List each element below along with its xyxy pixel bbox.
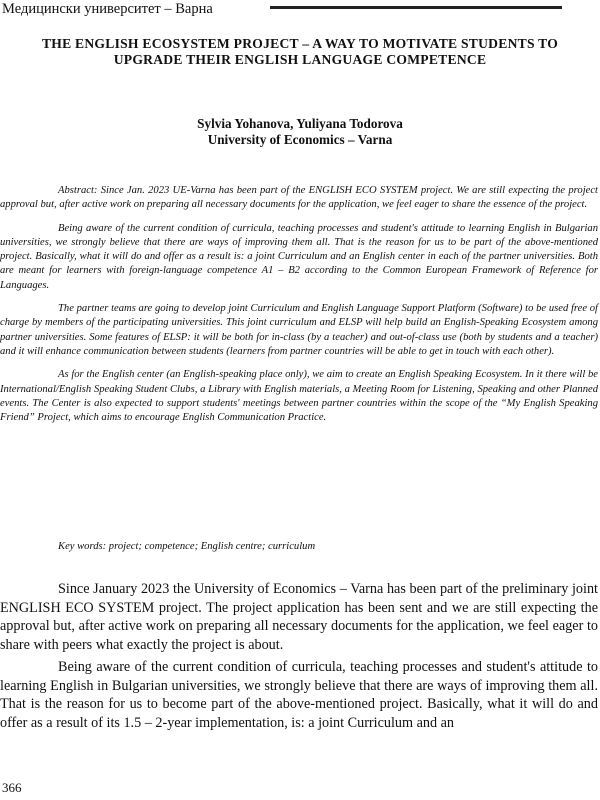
running-head-text: Медицински университет – Варна — [2, 1, 213, 17]
running-head — [0, 0, 600, 20]
affiliation: University of Economics – Varna — [207, 132, 393, 147]
body-paragraph-1: Since January 2023 the University of Economics – Varna has been part of the preliminary joint ENGLISH ECO SYSTEM project. The project application has been sent and we are still expecting the approval but, after active work on preparing all necessary documents for the application, we feel eager to share with peers what exactly the project is about. — [0, 581, 598, 653]
abstract-paragraph-1 — [0, 184, 598, 213]
authors: Sylvia Yohanova, Yuliyana Todorova — [197, 116, 403, 131]
abstract-paragraph-2: Being aware of the current condition of curricula, teaching processes and student's attitude to learning English in Bulgarian universities, we strongly believe that there are ways of improving them all. That is the reason for us to be part of the above-mentioned project. Basically, what it will do and offer as a result is: a joint Curriculum and an English center in each of the partner universities. Both are meant for learners with foreign-language competence A1 – B2 according to the Common European Framework of Reference for Languages. — [0, 222, 598, 291]
abstract-paragraph-1-text: Since Jan. 2023 UE-Varna has been part of the ENGLISH ECO SYSTEM project. We are still expecting the project approval but, after active work on preparing all necessary documents for the application, we feel eager to share the essence of the project. — [0, 185, 598, 211]
abstract-label: Abstract: — [58, 185, 98, 196]
keywords: Key words: project; competence; English centre; curriculum — [58, 541, 316, 552]
header-rule — [270, 6, 562, 9]
abstract-paragraph-3: The partner teams are going to develop joint Curriculum and English Language Support Platform (Software) to be used free of charge by members of the participating universities. This joint curriculum and ELSP will help build an English-Speaking Ecosystem among partner universities. Some features of ELSP: it will be both for in-class (by a teacher) and out-of-class use (both by students and a teacher) and it will enhance communication between students (learners from partner countries will be able to get in touch with each other). — [0, 303, 598, 357]
body-text — [0, 580, 598, 736]
abstract — [0, 184, 598, 434]
abstract-paragraph-4: As for the English center (an English-speaking place only), we aim to create an English Speaking Ecosystem. In it there will be International/English Speaking Student Clubs, a Library with English materials, a Meeting Room for Listening, Speaking and other Planned events. The Center is also expected to support students' meetings between partner countries within the scope of the “My English Speaking Friend” Project, which aims to encourage English Communication Practice. — [0, 369, 598, 424]
body-paragraph-2: Being aware of the current condition of curricula, teaching processes and student's attitude to learning English in Bulgarian universities, we strongly believe that there are ways of improving them all. That is the reason for us to become part of the above-mentioned project. Basically, what it will do and offer as a result of its 1.5 – 2-year implementation, is: a joint Curriculum and an — [0, 659, 598, 731]
paper-title: THE ENGLISH ECOSYSTEM PROJECT – A WAY TO MOTIVATE STUDENTS TO UPGRADE THEIR ENGLISH LANGUAGE COMPETENCE — [41, 36, 559, 67]
page-number: 366 — [2, 780, 22, 795]
